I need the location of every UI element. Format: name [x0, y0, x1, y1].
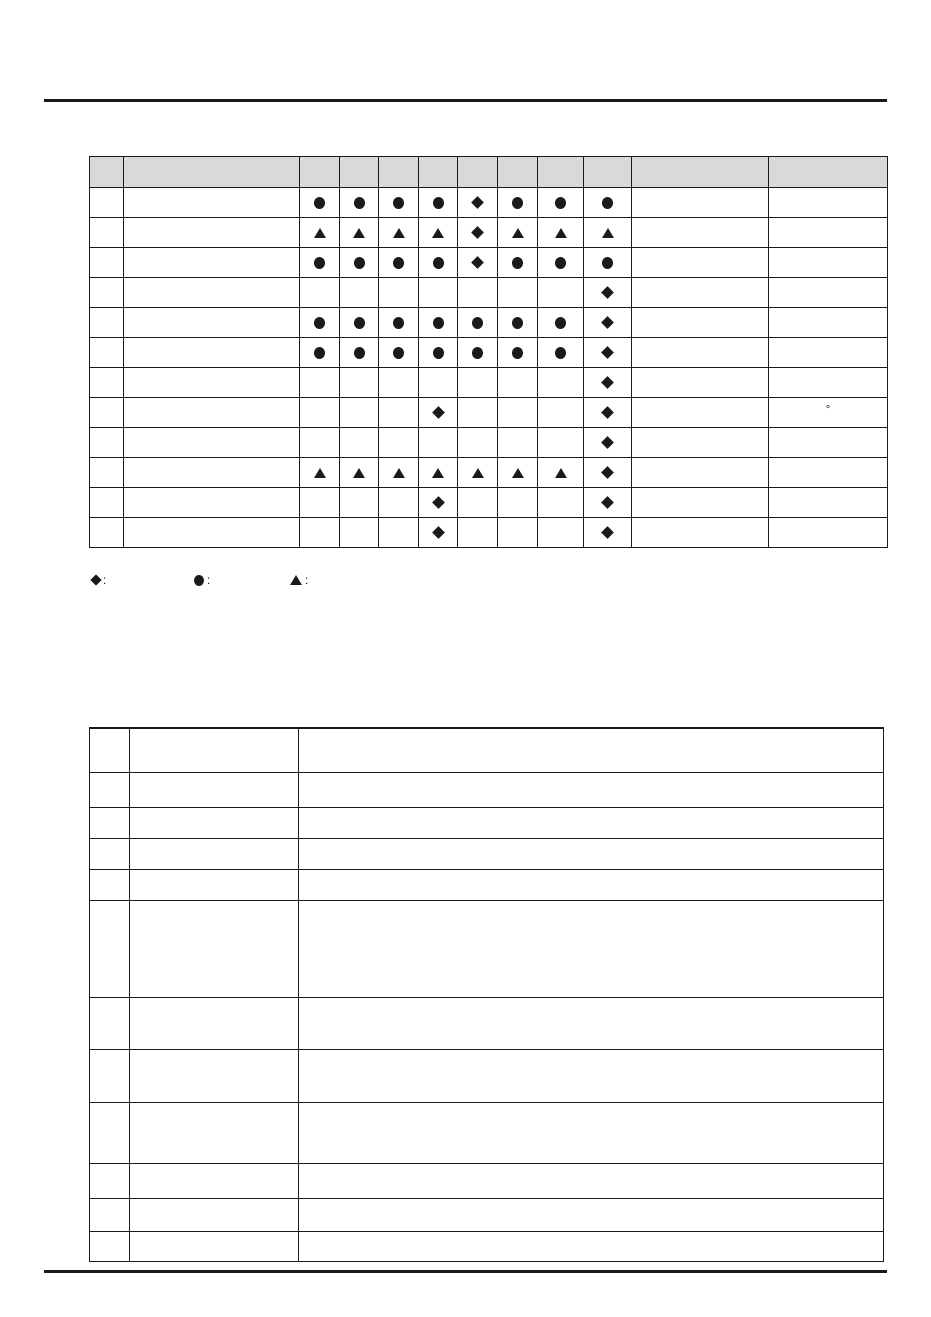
mark-cell [458, 518, 498, 548]
desc-name-cell [130, 1198, 299, 1231]
mark-cell [419, 278, 458, 308]
diamond-icon [601, 346, 614, 359]
table-row [90, 278, 888, 308]
mark-cell [340, 428, 379, 458]
triangle-icon [290, 575, 302, 585]
mark-cell [379, 458, 419, 488]
mark-cell [498, 458, 538, 488]
mark-cell [300, 248, 340, 278]
mark-cell [300, 518, 340, 548]
header-cell [584, 157, 632, 188]
mark-cell [300, 428, 340, 458]
row-name-cell [124, 278, 300, 308]
circle-icon [354, 197, 365, 209]
row-name-cell [124, 368, 300, 398]
circle-icon [393, 257, 404, 269]
circle-icon [393, 347, 404, 359]
table-row [90, 368, 888, 398]
desc-no-cell [90, 1198, 130, 1231]
row-number-cell [90, 218, 124, 248]
desc-no-cell [90, 1102, 130, 1163]
triangle-icon [353, 468, 365, 478]
mark-cell [458, 488, 498, 518]
mark-cell [300, 398, 340, 428]
mark-cell [584, 188, 632, 218]
desc-desc-cell [299, 1198, 884, 1231]
row-number-cell [90, 488, 124, 518]
diamond-icon [601, 316, 614, 329]
mark-cell [458, 188, 498, 218]
diamond-icon [432, 406, 445, 419]
desc-name-cell [130, 1231, 299, 1261]
mark-cell [538, 338, 584, 368]
table-row [90, 398, 888, 428]
remark-cell [632, 368, 769, 398]
circle-icon [512, 197, 523, 209]
row-name-cell [124, 308, 300, 338]
remark-cell [632, 278, 769, 308]
circle-icon [433, 347, 444, 359]
diamond-icon [471, 226, 484, 239]
table-row [90, 1049, 884, 1102]
row-name-cell [124, 458, 300, 488]
mark-cell [584, 248, 632, 278]
row-number-cell [90, 368, 124, 398]
row-name-cell [124, 428, 300, 458]
mark-cell [538, 218, 584, 248]
circle-icon [314, 257, 325, 269]
mark-cell [584, 488, 632, 518]
triangle-icon [472, 468, 484, 478]
table-row [90, 1163, 884, 1198]
desc-desc-cell [299, 1049, 884, 1102]
mark-cell [498, 248, 538, 278]
note-cell: ° [769, 395, 888, 425]
table-row [90, 900, 884, 997]
desc-desc-cell [299, 1231, 884, 1261]
mark-cell [538, 248, 584, 278]
bottom-rule [44, 1270, 887, 1273]
circle-icon [194, 575, 204, 586]
symbol-legend [92, 573, 352, 587]
circle-icon [555, 197, 566, 209]
triangle-icon [602, 228, 614, 238]
diamond-icon [601, 496, 614, 509]
diamond-icon [601, 466, 614, 479]
mark-cell [538, 488, 584, 518]
diamond-icon [601, 286, 614, 299]
header-cell [124, 157, 300, 188]
mark-cell [379, 518, 419, 548]
triangle-icon [393, 468, 405, 478]
triangle-icon [353, 228, 365, 238]
row-name-cell [124, 488, 300, 518]
header-cell [419, 157, 458, 188]
table-row [90, 248, 888, 278]
header-cell [769, 157, 888, 188]
mark-cell [379, 188, 419, 218]
mark-cell [379, 218, 419, 248]
mark-cell [419, 488, 458, 518]
mark-cell [538, 368, 584, 398]
mark-cell [340, 368, 379, 398]
header-cell [340, 157, 379, 188]
desc-no-cell [90, 807, 130, 838]
desc-no-cell [90, 1163, 130, 1198]
circle-icon [354, 317, 365, 329]
mark-cell [340, 518, 379, 548]
table-row [90, 218, 888, 248]
note-cell [769, 245, 888, 275]
mark-cell [419, 368, 458, 398]
legend-separator: : [305, 573, 309, 587]
triangle-icon [432, 468, 444, 478]
desc-no-cell [90, 1049, 130, 1102]
note-cell [769, 515, 888, 545]
mark-cell [584, 308, 632, 338]
mark-cell [538, 308, 584, 338]
mark-cell [498, 308, 538, 338]
row-number-cell [90, 518, 124, 548]
mark-cell [300, 368, 340, 398]
mark-cell [458, 218, 498, 248]
remark-cell [632, 488, 769, 518]
mark-cell [379, 368, 419, 398]
note-cell [769, 275, 888, 305]
table-row [90, 772, 884, 807]
desc-name-cell [130, 997, 299, 1049]
remark-cell [632, 308, 769, 338]
circle-icon [354, 257, 365, 269]
mark-cell [458, 338, 498, 368]
mark-cell [538, 188, 584, 218]
note-cell [769, 185, 888, 215]
table-row [90, 308, 888, 338]
circle-icon [512, 257, 523, 269]
table-row [90, 1198, 884, 1231]
mark-cell [300, 338, 340, 368]
mark-cell [538, 428, 584, 458]
row-number-cell [90, 248, 124, 278]
circle-icon [314, 197, 325, 209]
row-number-cell [90, 428, 124, 458]
mark-cell [584, 368, 632, 398]
mark-cell [498, 218, 538, 248]
table-row [90, 838, 884, 869]
mark-cell [419, 248, 458, 278]
top-rule [44, 99, 887, 102]
table-row [90, 488, 888, 518]
table-row [90, 518, 888, 548]
mark-cell [419, 518, 458, 548]
desc-no-cell [90, 997, 130, 1049]
mark-cell [584, 218, 632, 248]
table-row [90, 188, 888, 218]
row-name-cell [124, 518, 300, 548]
mark-cell [584, 278, 632, 308]
circle-icon [512, 317, 523, 329]
header-cell [379, 157, 419, 188]
desc-desc-cell [299, 900, 884, 997]
mark-cell [458, 248, 498, 278]
mark-cell [379, 338, 419, 368]
mark-cell [419, 188, 458, 218]
mark-cell [300, 278, 340, 308]
remark-cell [632, 428, 769, 458]
mark-cell [379, 398, 419, 428]
mark-cell [340, 278, 379, 308]
mark-cell [340, 308, 379, 338]
header-cell [498, 157, 538, 188]
legend-item-triangle [290, 573, 308, 587]
mark-cell [340, 488, 379, 518]
circle-icon [393, 317, 404, 329]
legend-item-diamond [92, 573, 106, 587]
mark-cell [300, 458, 340, 488]
mark-cell [458, 308, 498, 338]
diamond-icon [601, 376, 614, 389]
remark-cell [632, 248, 769, 278]
desc-desc-cell [299, 807, 884, 838]
mark-cell [340, 458, 379, 488]
circle-icon [555, 347, 566, 359]
row-name-cell [124, 218, 300, 248]
note-cell [769, 425, 888, 455]
mark-cell [300, 308, 340, 338]
header-cell [538, 157, 584, 188]
row-number-cell [90, 398, 124, 428]
table-row [90, 1231, 884, 1261]
mark-cell [300, 488, 340, 518]
triangle-icon [512, 468, 524, 478]
mark-cell [498, 368, 538, 398]
desc-no-cell [90, 772, 130, 807]
mark-cell [498, 188, 538, 218]
mark-cell [340, 398, 379, 428]
desc-name-cell [130, 1049, 299, 1102]
mark-cell [379, 278, 419, 308]
diamond-icon [601, 436, 614, 449]
row-name-cell [124, 338, 300, 368]
mark-cell [538, 518, 584, 548]
mark-cell [458, 398, 498, 428]
desc-desc-cell [299, 869, 884, 900]
mark-cell [379, 488, 419, 518]
row-number-cell [90, 338, 124, 368]
diamond-icon [90, 574, 101, 585]
mark-cell [340, 218, 379, 248]
mark-cell [584, 398, 632, 428]
mark-cell [419, 398, 458, 428]
circle-icon [472, 347, 483, 359]
diamond-icon [471, 256, 484, 269]
remark-cell [632, 338, 769, 368]
remark-cell [632, 188, 769, 218]
mark-cell [419, 428, 458, 458]
mark-cell [498, 518, 538, 548]
desc-name-cell [130, 838, 299, 869]
table-row [90, 807, 884, 838]
triangle-icon [393, 228, 405, 238]
mark-cell [419, 218, 458, 248]
desc-name-cell [130, 728, 299, 772]
mark-cell [419, 458, 458, 488]
mark-cell [538, 458, 584, 488]
mark-cell [379, 308, 419, 338]
circle-icon [393, 197, 404, 209]
table-row [90, 338, 888, 368]
note-cell [769, 215, 888, 245]
remark-cell [632, 398, 769, 428]
mark-cell [584, 518, 632, 548]
desc-desc-cell [299, 838, 884, 869]
table-row [90, 869, 884, 900]
mark-cell [458, 458, 498, 488]
note-cell [769, 455, 888, 485]
triangle-icon [314, 228, 326, 238]
triangle-icon [555, 228, 567, 238]
row-number-cell [90, 458, 124, 488]
mark-cell [300, 218, 340, 248]
circle-icon [354, 347, 365, 359]
legend-item-circle [194, 573, 210, 587]
desc-no-cell [90, 900, 130, 997]
mark-cell [498, 338, 538, 368]
desc-name-cell [130, 1163, 299, 1198]
table-row [90, 1102, 884, 1163]
desc-name-cell [130, 900, 299, 997]
mark-cell [458, 428, 498, 458]
circle-icon [555, 257, 566, 269]
diamond-icon [601, 526, 614, 539]
desc-desc-cell [299, 1163, 884, 1198]
note-cell [769, 485, 888, 515]
mark-cell [300, 188, 340, 218]
mark-cell [538, 278, 584, 308]
row-name-cell [124, 398, 300, 428]
row-number-cell [90, 278, 124, 308]
triangle-icon [432, 228, 444, 238]
circle-icon [433, 257, 444, 269]
circle-icon [433, 197, 444, 209]
legend-separator: : [103, 573, 107, 587]
symbol-table [89, 156, 888, 548]
mark-cell [340, 338, 379, 368]
description-table [89, 727, 884, 1262]
note-cell [769, 335, 888, 365]
remark-cell [632, 218, 769, 248]
desc-no-cell [90, 728, 130, 772]
diamond-icon [432, 526, 445, 539]
remark-cell [632, 518, 769, 548]
circle-icon [555, 317, 566, 329]
header-cell [90, 157, 124, 188]
mark-cell [538, 398, 584, 428]
triangle-icon [555, 468, 567, 478]
table-row [90, 428, 888, 458]
circle-icon [602, 257, 613, 269]
circle-icon [433, 317, 444, 329]
header-cell [300, 157, 340, 188]
desc-name-cell [130, 869, 299, 900]
table-header-row [90, 157, 888, 188]
desc-no-cell [90, 838, 130, 869]
mark-cell [584, 458, 632, 488]
note-cell [769, 305, 888, 335]
mark-cell [379, 428, 419, 458]
row-name-cell [124, 188, 300, 218]
header-cell [632, 157, 769, 188]
row-number-cell [90, 308, 124, 338]
note-cell [769, 365, 888, 395]
desc-name-cell [130, 1102, 299, 1163]
mark-cell [458, 278, 498, 308]
table-row [90, 458, 888, 488]
mark-cell [419, 338, 458, 368]
legend-separator: : [207, 573, 211, 587]
mark-cell [340, 188, 379, 218]
circle-icon [314, 317, 325, 329]
desc-desc-cell [299, 997, 884, 1049]
table-row [90, 997, 884, 1049]
desc-name-cell [130, 807, 299, 838]
mark-cell [458, 368, 498, 398]
row-number-cell [90, 188, 124, 218]
mark-cell [498, 278, 538, 308]
remark-cell [632, 458, 769, 488]
circle-icon [512, 347, 523, 359]
mark-cell [584, 338, 632, 368]
mark-cell [379, 248, 419, 278]
header-cell [458, 157, 498, 188]
circle-icon [602, 197, 613, 209]
mark-cell [498, 488, 538, 518]
mark-cell [419, 308, 458, 338]
circle-icon [314, 347, 325, 359]
diamond-icon [432, 496, 445, 509]
table-row [90, 728, 884, 772]
desc-desc-cell [299, 728, 884, 772]
desc-no-cell [90, 1231, 130, 1261]
diamond-icon [471, 196, 484, 209]
row-name-cell [124, 248, 300, 278]
triangle-icon [314, 468, 326, 478]
mark-cell [340, 248, 379, 278]
desc-no-cell [90, 869, 130, 900]
desc-desc-cell [299, 772, 884, 807]
triangle-icon [512, 228, 524, 238]
desc-name-cell [130, 772, 299, 807]
diamond-icon [601, 406, 614, 419]
mark-cell [498, 398, 538, 428]
desc-desc-cell [299, 1102, 884, 1163]
circle-icon [472, 317, 483, 329]
mark-cell [584, 428, 632, 458]
mark-cell [498, 428, 538, 458]
